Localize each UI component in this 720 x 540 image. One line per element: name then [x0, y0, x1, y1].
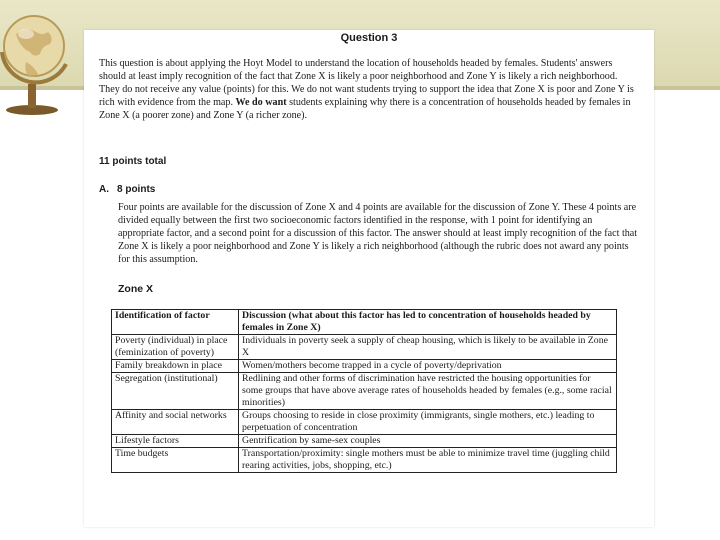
factor-cell: Poverty (individual) in place (feminization of poverty) [112, 335, 239, 360]
discussion-cell: Individuals in poverty seek a supply of cheap housing, which is likely to be available in Zone X [239, 335, 617, 360]
intro-paragraph [99, 57, 639, 122]
discussion-cell: Women/mothers become trapped in a cycle of poverty/deprivation [239, 360, 617, 373]
factors-table [111, 309, 617, 473]
table-row [112, 448, 617, 473]
globe-icon [0, 0, 76, 115]
zone-heading: Zone X [118, 283, 154, 295]
points-total: 11 points total [99, 156, 167, 167]
discussion-cell: Redlining and other forms of discrimination have restricted the housing opportunities for some groups that have above average rates of households headed by females (e.g., some racial minorities) [239, 373, 617, 410]
discussion-cell: Transportation/proximity: single mothers must be able to minimize travel time (juggling child rearing activities, jobs, shopping, etc.) [239, 448, 617, 473]
intro-text: This question is about applying the Hoyt Model to understand the location of households headed by females. Students' answers should at least imply recognition of the fact that Zone X is likely a poor neighborhood and Zone Y is likely a rich neighborhood. They do not receive any value (points) for this. We do not want students trying to support the idea that Zone X is poor and Zone Y is rich with evidence from the map. [99, 58, 634, 108]
factor-cell: Time budgets [112, 448, 239, 473]
table-header-discussion: Discussion (what about this factor has led to concentration of households headed by females in Zone X) [239, 310, 617, 335]
section-a-heading [99, 183, 639, 196]
scanned-document [84, 30, 654, 527]
factor-cell: Family breakdown in place [112, 360, 239, 373]
table-header-row [112, 310, 617, 335]
factor-cell: Segregation (institutional) [112, 373, 239, 410]
table-row [112, 410, 617, 435]
section-letter: A. [99, 184, 109, 195]
table-row [112, 335, 617, 360]
intro-emphasis: We do want [235, 97, 287, 108]
page-title: Question 3 [340, 32, 398, 44]
table-row [112, 435, 617, 448]
table-row [112, 360, 617, 373]
intro-text-continued: students explaining why there is a concentration of households headed by females in Zone X (a poorer zone) and Zone Y (a richer zone). [99, 97, 631, 121]
section-points: 8 points [117, 184, 156, 195]
factor-cell: Affinity and social networks [112, 410, 239, 435]
discussion-cell: Gentrification by same-sex couples [239, 435, 617, 448]
section-a-body: Four points are available for the discussion of Zone X and 4 points are available for the discussion of Zone Y. These 4 points are divided equally between the first two socioeconomic factors identified in the response, with 1 point for identifying an appropriate factor, and a second point for a discussion of this factor. The answer should at least imply recognition of the fact that Zone X is likely a poor neighborhood and Zone Y is likely a rich neighborhood (although the rubric does not award any points for this assumption. [118, 202, 638, 265]
factor-cell: Lifestyle factors [112, 435, 239, 448]
table-header-factor: Identification of factor [112, 310, 239, 335]
table-row [112, 373, 617, 410]
discussion-cell: Groups choosing to reside in close proximity (immigrants, single mothers, etc.) leading to perpetuation of concentration [239, 410, 617, 435]
